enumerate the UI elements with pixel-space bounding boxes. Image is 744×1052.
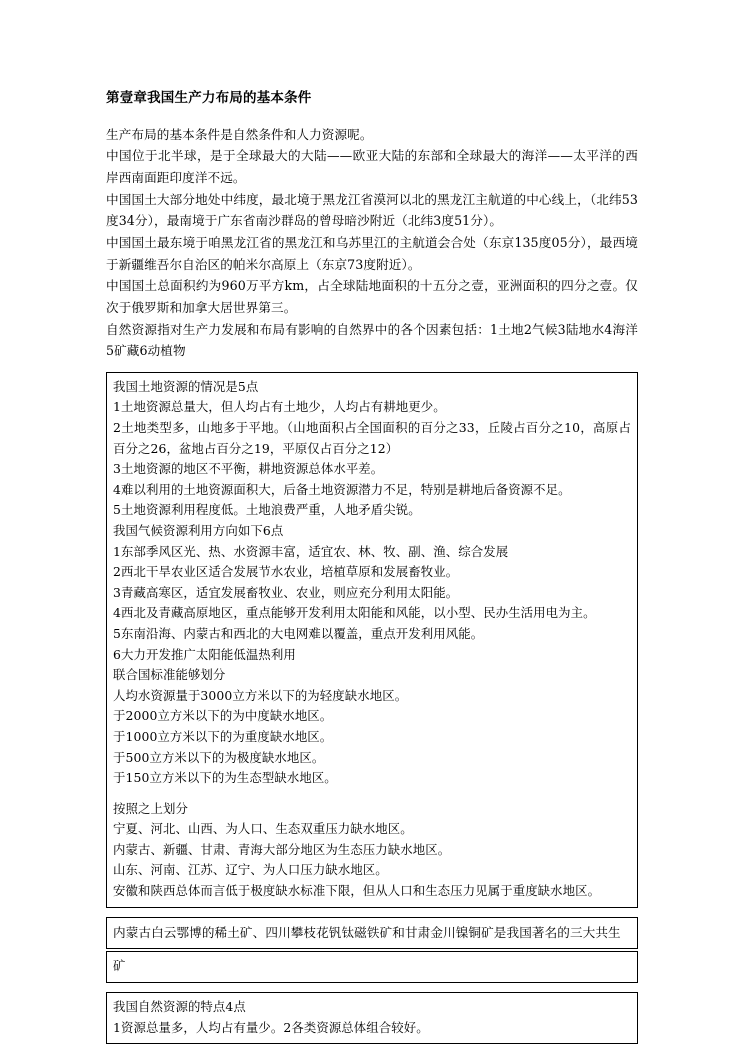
features-box-line: 我国自然资源的特点4点 — [113, 998, 246, 1014]
box-line: 于1000立方米以下的为重度缺水地区。 — [113, 728, 333, 744]
intro-paragraph: 中国国土总面积约为960万平方km，占全球陆地面积的十五分之壹，亚洲面积的四分之壹。仅次于俄罗斯和加拿大居世界第三。 — [106, 278, 638, 315]
box-line: 4西北及青藏高原地区，重点能够开发利用太阳能和风能，以小型、民办生活用电为主。 — [113, 605, 596, 621]
intro-paragraph: 中国国土大部分地处中纬度，最北境于黑龙江省漠河以北的黑龙江主航道的中心线上，（北纬53度34分），最南境于广东省南沙群岛的曾母暗沙附近（北纬3度51分）。 — [106, 191, 638, 229]
box-line: 3土地资源的地区不平衡，耕地资源总体水平差。 — [113, 461, 384, 477]
intro-paragraph: 生产布局的基本条件是自然条件和人力资源呢。 — [106, 126, 373, 142]
box-line: 5土地资源利用程度低。土地浪费严重，人地矛盾尖锐。 — [113, 502, 421, 518]
box-line: 联合国标准能够划分 — [113, 667, 226, 683]
box-line: 我国气候资源利用方向如下6点 — [113, 522, 284, 538]
features-box-line: 1资源总量多，人均占有量少。2各类资源总体组合较好。 — [113, 1019, 429, 1035]
intro-paragraph: 中国位于北半球，是于全球最大的大陆——欧亚大陆的东部和全球最大的海洋——太平洋的西岸西南面距印度洋不远。 — [106, 148, 638, 185]
box-line: 宁夏、河北、山西、为人口、生态双重压力缺水地区。 — [113, 821, 413, 837]
page-title: 第壹章我国生产力布局的基本条件 — [106, 90, 312, 106]
box-line: 3青藏高寒区，适宜发展畜牧业、农业，则应充分利用太阳能。 — [113, 584, 459, 600]
resources-box — [106, 372, 638, 908]
box-line: 1土地资源总量大，但人均占有土地少，人均占有耕地更少。 — [113, 399, 446, 415]
box-line: 4难以利用的土地资源面积大，后备土地资源潜力不足，特别是耕地后备资源不足。 — [113, 481, 571, 497]
box-blank-line — [113, 789, 631, 799]
box-line: 内蒙古、新疆、甘肃、青海大部分地区为生态压力缺水地区。 — [113, 841, 451, 857]
box-line: 山东、河南、江苏、辽宁、为人口压力缺水地区。 — [113, 862, 388, 878]
box-line: 于2000立方米以下的为中度缺水地区。 — [113, 708, 333, 724]
box-line: 2西北干旱农业区适合发展节水农业，培植草原和发展畜牧业。 — [113, 564, 459, 580]
mineral-box — [106, 917, 638, 950]
intro-paragraph: 中国国土最东境于咱黑龙江省的黑龙江和乌苏里江的主航道会合处（东京135度05分），最西境于新疆维吾尔自治区的帕米尔高原上（东京73度附近）。 — [106, 234, 638, 272]
box-line: 人均水资源量于3000立方米以下的为轻度缺水地区。 — [113, 687, 408, 703]
box-line: 于150立方米以下的为生态型缺水地区。 — [113, 770, 337, 786]
box-line: 于500立方米以下的为极度缺水地区。 — [113, 749, 325, 765]
intro-paragraph: 自然资源指对生产力发展和布局有影响的自然界中的各个因素包括：1土地2气候3陆地水4海洋5矿藏6动植物 — [106, 321, 638, 359]
box-line: 2土地类型多，山地多于平地。（山地面积占全国面积的百分之33，丘陵占百分之10，高原占百分之26，盆地占百分之19，平原仅占百分之12） — [113, 420, 631, 456]
box-line: 5东南沿海、内蒙古和西北的大电网难以覆盖，重点开发利用风能。 — [113, 625, 484, 641]
box-line: 安徽和陕西总体而言低于极度缺水标准下限，但从人口和生态压力见属于重度缺水地区。 — [113, 883, 601, 899]
intro-section — [106, 124, 638, 362]
mineral-box-overflow — [106, 951, 638, 983]
box-line: 按照之上划分 — [113, 800, 188, 816]
box-line: 我国土地资源的情况是5点 — [113, 378, 259, 394]
mineral-box-overflow-line: 矿 — [113, 958, 126, 974]
box-line: 1东部季风区光、热、水资源丰富，适宜农、林、牧、副、渔、综合发展 — [113, 543, 509, 559]
box-line: 6大力开发推广太阳能低温热利用 — [113, 646, 296, 662]
features-box — [106, 992, 638, 1044]
mineral-box-line: 内蒙古白云鄂博的稀土矿、四川攀枝花钒钛磁铁矿和甘肃金川镍铜矿是我国著名的三大共生 — [113, 924, 621, 940]
